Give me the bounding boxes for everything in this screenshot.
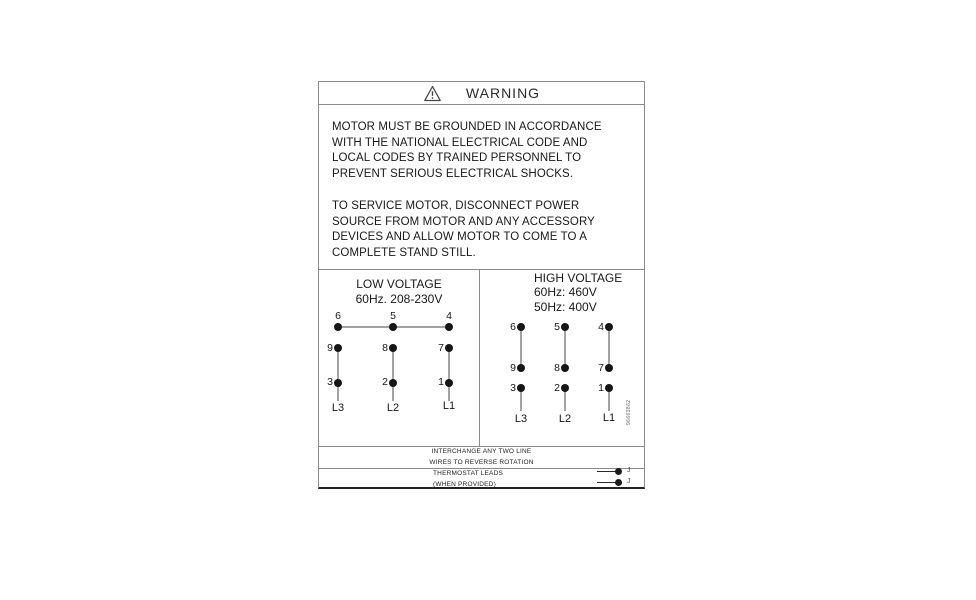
part-number: 96663862 (626, 399, 632, 425)
warning-text-line: TO SERVICE MOTOR, DISCONNECT POWER (332, 200, 580, 212)
line-label-L3-high: L3 (514, 413, 528, 425)
terminal-dot-8-high (561, 364, 569, 372)
terminal-dot-3-low (334, 379, 342, 387)
terminal-dot-6-low (334, 323, 342, 331)
voltage-section-divider (479, 269, 480, 446)
terminal-dot-6-high (517, 323, 525, 331)
warning-text-line: SOURCE FROM MOTOR AND ANY ACCESSORY (332, 215, 595, 228)
terminal-number: 6 (335, 310, 341, 322)
thermostat-lead-wire (597, 482, 617, 483)
thermostat-lead-dot (615, 479, 622, 486)
thermostat-lead-dot (615, 468, 622, 475)
wire-8-2-L2 (392, 348, 394, 401)
terminal-number: 1 (438, 376, 444, 388)
terminal-number: 8 (554, 362, 560, 374)
line-label-L2-low: L2 (386, 402, 400, 414)
terminal-dot-1-low (445, 379, 453, 387)
high-voltage-heading (534, 271, 622, 314)
terminal-number: 3 (510, 382, 516, 394)
terminal-number: 7 (598, 362, 604, 374)
terminal-number: 6 (510, 321, 516, 333)
terminal-dot-8-low (389, 344, 397, 352)
terminal-dot-7-low (445, 344, 453, 352)
warning-text-line: COMPLETE STAND STILL. (332, 246, 476, 259)
terminal-number: 9 (510, 362, 516, 374)
terminal-dot-2-low (389, 379, 397, 387)
terminal-dot-9-low (334, 344, 342, 352)
high-voltage-subtitle-60hz: 60Hz: 460V (534, 285, 597, 300)
high-voltage-subtitle-50hz: 50Hz: 400V (534, 299, 597, 314)
wire-7-1-L1 (448, 348, 450, 401)
wire-9-3-L3 (337, 348, 339, 401)
terminal-dot-5-high (561, 323, 569, 331)
terminal-dot-9-high (517, 364, 525, 372)
terminal-number: 9 (327, 342, 333, 354)
warning-text-line: LOCAL CODES BY TRAINED PERSONNEL TO (332, 152, 582, 164)
thermostat-lead-label: J (627, 467, 631, 474)
terminal-dot-3-high (517, 384, 525, 392)
warning-text-line: MOTOR MUST BE GROUNDED IN ACCORDANCE (332, 121, 602, 133)
wire-6-9 (520, 327, 522, 368)
wire-5-8 (564, 327, 566, 368)
warning-triangle-icon (423, 85, 442, 102)
terminal-dot-2-high (561, 384, 569, 392)
line-label-L2-high: L2 (558, 413, 572, 425)
terminal-number: 2 (554, 382, 560, 394)
terminal-number: 5 (554, 321, 560, 333)
divider-line (319, 269, 644, 270)
line-label-L1-low: L1 (442, 400, 456, 412)
thermostat-note-line-2: (WHEN PROVIDED) (433, 481, 496, 488)
rotation-note-line-1: INTERCHANGE ANY TWO LINE (431, 448, 532, 455)
low-voltage-title: LOW VOLTAGE (356, 277, 442, 291)
terminal-dot-7-high (605, 364, 613, 372)
divider-line (319, 468, 644, 469)
terminal-dot-4-high (605, 323, 613, 331)
low-voltage-subtitle: 60Hz. 208-230V (355, 292, 443, 306)
terminal-number: 8 (382, 342, 388, 354)
wire-4-7 (608, 327, 610, 368)
divider-line (319, 446, 644, 447)
warning-paragraph-1 (332, 120, 634, 182)
rotation-note-line-2: WIRES TO REVERSE ROTATION (429, 459, 534, 466)
terminal-dot-4-low (445, 323, 453, 331)
line-label-L3-low: L3 (331, 402, 345, 414)
warning-header (319, 82, 644, 105)
terminal-dot-1-high (605, 384, 613, 392)
terminal-dot-5-low (389, 323, 397, 331)
line-label-L1-high: L1 (602, 412, 616, 424)
thermostat-lead-wire (597, 471, 617, 472)
terminal-number: 2 (382, 376, 388, 388)
thermostat-note-line-1: THERMOSTAT LEADS (433, 470, 504, 477)
high-voltage-title: HIGH VOLTAGE (534, 271, 623, 285)
terminal-number: 4 (446, 310, 452, 322)
warning-body (332, 120, 634, 261)
warning-paragraph-2 (332, 199, 634, 261)
terminal-number: 7 (438, 342, 444, 354)
terminal-number: 1 (598, 382, 604, 394)
terminal-number: 4 (598, 321, 604, 333)
terminal-number: 3 (327, 376, 333, 388)
warning-text-line: WITH THE NATIONAL ELECTRICAL CODE AND (332, 136, 588, 149)
warning-text-line: DEVICES AND ALLOW MOTOR TO COME TO A (332, 231, 587, 243)
thermostat-lead-label: J (627, 478, 631, 485)
warning-text-line: PREVENT SERIOUS ELECTRICAL SHOCKS. (332, 167, 574, 180)
motor-warning-label (318, 81, 645, 489)
warning-title: WARNING (465, 85, 541, 101)
terminal-number: 5 (390, 310, 396, 322)
